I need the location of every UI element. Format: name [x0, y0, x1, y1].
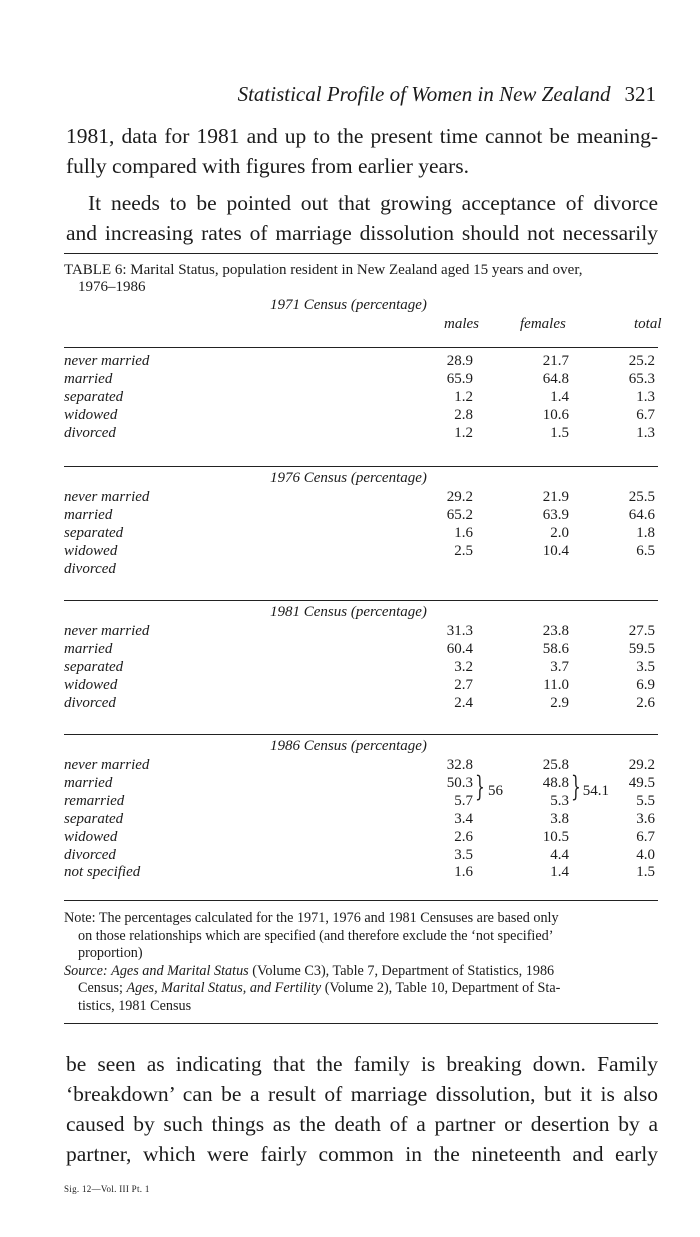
combined-females: 54.1 [582, 782, 609, 799]
brace-females: } [571, 769, 581, 803]
note-line: on those relationships which are specified (and therefore exclude the ‘not specified’ [78, 927, 554, 944]
cell-males: 60.4 [446, 640, 473, 657]
cell-total: 4.0 [636, 846, 655, 863]
cell-males: 2.5 [454, 542, 473, 559]
row-label: divorced [64, 424, 116, 441]
cell-females: 21.9 [542, 489, 569, 505]
cell-males: 65.9 [446, 370, 473, 387]
cell-females: 10.4 [542, 542, 569, 559]
cell-females: 10.6 [542, 406, 569, 423]
text-line: be seen as indicating that the family is breaking down. Family [66, 1052, 658, 1076]
cell-females: 11.0 [543, 676, 569, 693]
cell-total: 64.6 [628, 506, 655, 523]
row-label: not specified [64, 864, 141, 881]
row-label: separated [64, 524, 124, 541]
cell-total: 3.5 [636, 658, 655, 675]
section-title: 1971 Census (percentage) [270, 297, 427, 313]
cell-males: 2.7 [454, 676, 473, 693]
row-label: never married [64, 757, 150, 773]
section-title: 1976 Census (percentage) [270, 470, 427, 486]
cell-females: 1.4 [550, 864, 569, 881]
cell-total: 6.5 [636, 542, 655, 559]
cell-males: 3.2 [454, 658, 473, 675]
source-line: tistics, 1981 Census [78, 997, 192, 1014]
section-title: 1986 Census (percentage) [270, 738, 427, 754]
intro-paragraph-2 [66, 188, 658, 248]
cell-females: 1.5 [550, 424, 569, 441]
brace-males: } [475, 769, 485, 803]
row-label: divorced [64, 694, 116, 711]
cell-total: 27.5 [628, 623, 655, 639]
cell-females: 58.6 [542, 640, 569, 657]
cell-males: 1.2 [454, 424, 473, 441]
cell-males: 3.4 [454, 810, 473, 827]
cell-total: 1.8 [636, 524, 655, 541]
cell-females: 10.5 [542, 828, 569, 845]
cell-males: 29.2 [446, 489, 473, 505]
cell-total: 25.2 [628, 353, 655, 369]
source-line: Census; Ages, Marital Status, and Fertility (Volume 2), Table 10, Department of Sta- [78, 980, 561, 996]
text-line: ‘breakdown’ can be a result of marriage dissolution, but it is also [66, 1082, 658, 1106]
cell-females: 3.7 [550, 658, 569, 675]
section-title: 1981 Census (percentage) [270, 604, 427, 620]
cell-total: 1.3 [636, 424, 655, 441]
row-label: divorced [64, 560, 116, 577]
row-label: never married [64, 353, 150, 369]
table-caption [64, 262, 660, 296]
cell-total: 1.3 [636, 388, 655, 405]
row-label: separated [64, 658, 124, 675]
cell-males: 28.9 [446, 353, 473, 369]
cell-males: 31.3 [446, 623, 473, 639]
section-rule [64, 600, 658, 601]
cell-total: 2.6 [636, 694, 655, 711]
row-label: remarried [64, 792, 125, 809]
cell-females: 1.4 [550, 388, 569, 405]
source-line: Source: Ages and Marital Status (Volume C3), Table 7, Department of Statistics, 1986 [64, 962, 555, 979]
column-header-males: males [444, 316, 479, 332]
running-header [0, 82, 656, 107]
cell-females: 2.0 [550, 524, 569, 541]
note-line: proportion) [78, 945, 143, 961]
section-rule [64, 466, 658, 467]
running-title: Statistical Profile of Women in New Zealand [237, 82, 611, 106]
text-line: caused by such things as the death of a partner or desertion by a [66, 1112, 658, 1136]
table-bottom-rule [64, 1023, 658, 1024]
cell-total: 25.5 [628, 489, 655, 505]
cell-total: 49.5 [628, 774, 655, 791]
source-label: Source: [64, 962, 108, 979]
text-line: and increasing rates of marriage dissolution should not necessarily [66, 221, 658, 245]
cell-females: 48.8 [542, 774, 569, 791]
outro-paragraph [66, 1049, 658, 1169]
cell-females: 23.8 [542, 623, 569, 639]
cell-males: 65.2 [446, 506, 473, 523]
row-label: married [64, 506, 113, 523]
cell-total: 6.7 [636, 828, 655, 845]
cell-females: 5.3 [550, 792, 569, 809]
intro-paragraph-1 [66, 121, 658, 181]
row-label: widowed [64, 406, 118, 423]
row-label: married [64, 640, 113, 657]
cell-females: 63.9 [542, 506, 569, 523]
column-header-total: total [634, 316, 662, 332]
row-label: widowed [64, 542, 118, 559]
cell-males: 2.6 [454, 828, 473, 845]
caption-line: TABLE 6: Marital Status, population resident in New Zealand aged 15 years and over, [64, 262, 583, 278]
cell-males: 50.3 [446, 774, 473, 791]
row-label: married [64, 774, 113, 791]
cell-males: 1.6 [454, 864, 473, 881]
note-rule [64, 900, 658, 901]
page-number: 321 [624, 82, 656, 106]
column-header-females: females [520, 316, 566, 332]
table-note [64, 910, 660, 1015]
row-label: separated [64, 388, 124, 405]
cell-males: 5.7 [454, 792, 473, 809]
note-label: Note: [64, 910, 96, 926]
combined-males: 56 [488, 782, 503, 799]
section-rule [64, 734, 658, 735]
signature-mark: Sig. 12—Vol. III Pt. 1 [64, 1184, 150, 1194]
cell-males: 2.8 [454, 406, 473, 423]
row-label: married [64, 370, 113, 387]
row-label: separated [64, 810, 124, 827]
cell-females: 25.8 [542, 757, 569, 773]
cell-total: 29.2 [628, 757, 655, 773]
cell-females: 2.9 [550, 694, 569, 711]
row-label: widowed [64, 828, 118, 845]
note-line: Note: The percentages calculated for the 1971, 1976 and 1981 Censuses are based only [64, 910, 559, 926]
text-line: partner, which were fairly common in the nineteenth and early [66, 1142, 658, 1166]
text-line: It needs to be pointed out that growing acceptance of divorce [88, 191, 658, 215]
cell-total: 5.5 [636, 792, 655, 809]
caption-line: 1976–1986 [78, 279, 146, 295]
cell-females: 4.4 [550, 846, 569, 863]
cell-total: 3.6 [636, 810, 655, 827]
row-label: divorced [64, 846, 116, 863]
table-top-rule [64, 253, 658, 254]
cell-total: 6.7 [636, 406, 655, 423]
cell-males: 2.4 [454, 694, 473, 711]
row-label: widowed [64, 676, 118, 693]
cell-total: 65.3 [628, 370, 655, 387]
cell-total: 1.5 [636, 864, 655, 881]
row-label: never married [64, 623, 150, 639]
cell-males: 32.8 [446, 757, 473, 773]
cell-total: 6.9 [636, 676, 655, 693]
header-rule [64, 347, 658, 348]
cell-total: 59.5 [628, 640, 655, 657]
row-label: never married [64, 489, 150, 505]
cell-females: 3.8 [550, 810, 569, 827]
cell-females: 64.8 [542, 370, 569, 387]
text-line: 1981, data for 1981 and up to the present time cannot be meaning- [66, 124, 658, 148]
cell-females: 21.7 [542, 353, 569, 369]
cell-males: 1.6 [454, 524, 473, 541]
cell-males: 1.2 [454, 388, 473, 405]
text-line: fully compared with figures from earlier years. [66, 154, 469, 178]
cell-males: 3.5 [454, 846, 473, 863]
